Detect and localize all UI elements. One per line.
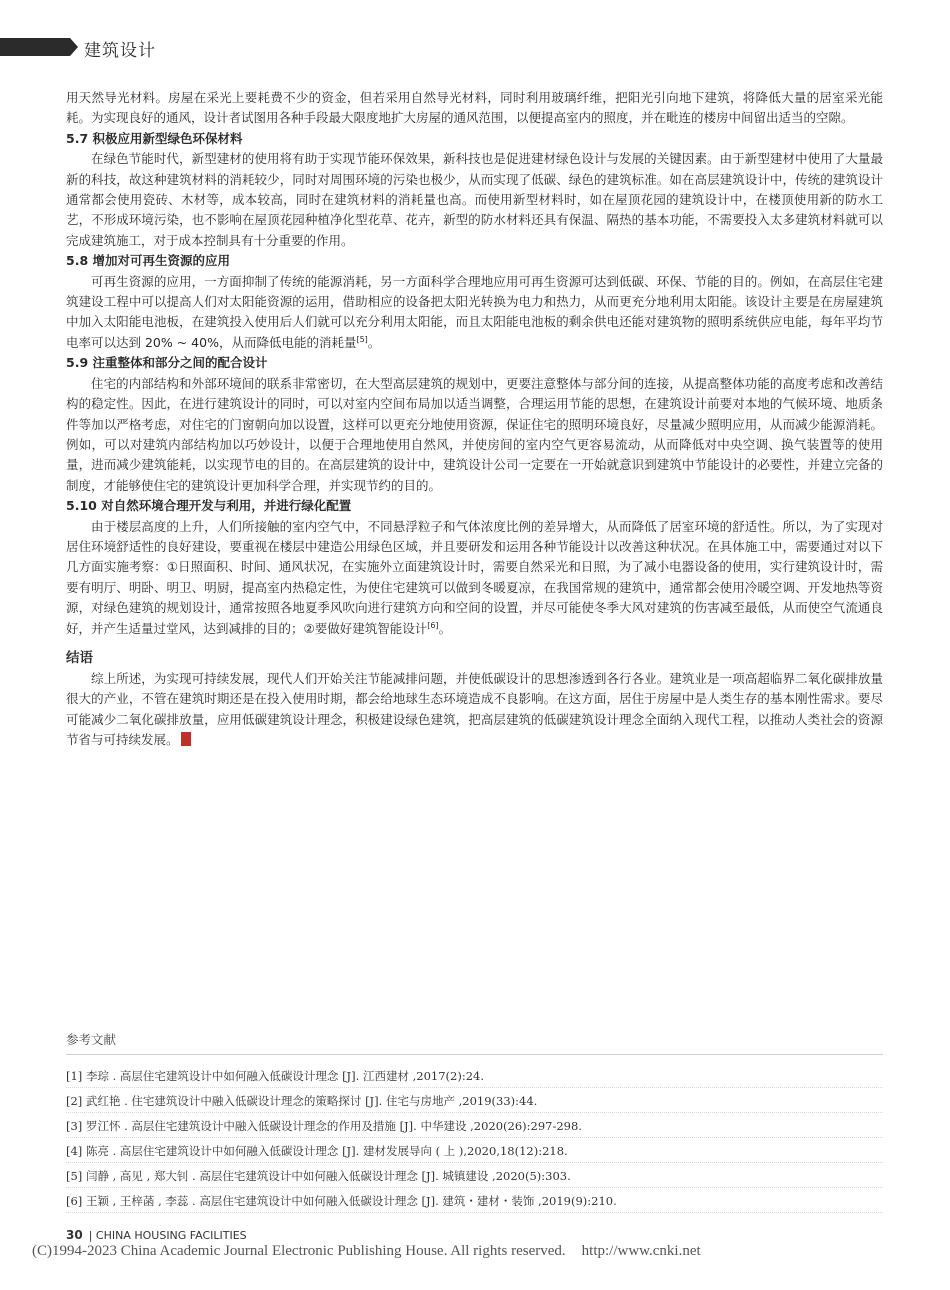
paragraph-5-7: 在绿色节能时代，新型建材的使用将有助于实现节能环保效果，新科技也是促进建材绿色设计与发展的关键因素。由于新型建材中使用了大量最新的科技，故这种建筑材料的消耗较少，同时对周围环境的污染也极少，从而实现了低碳、绿色的建筑标准。如在高层建筑设计中，传统的建筑设计通常都会使用瓷砖、木材等，成本较高，同时在建筑材料的消耗量也高。而使用新型材料时，如在屋顶花园的建筑设计中，在楼顶使用新的防水工艺，不形成环境污染，也不影响在屋顶花园种植净化型花草、花卉，新型的防水材料还具有保温、隔热的基本功能，不需要投入太多建筑材料就可以完成建筑施工，对于成本控制具有十分重要的作用。 bbox=[66, 151, 883, 248]
section-header-title: 建筑设计 bbox=[84, 41, 156, 61]
journal-name: | CHINA HOUSING FACILITIES bbox=[88, 1229, 247, 1242]
page-footer bbox=[66, 1228, 247, 1242]
heading-5-10: 5.10 对自然环境合理开发与利用，并进行绿化配置 bbox=[66, 498, 352, 514]
reference-item: [1] 李琮 . 高层住宅建筑设计中如何融入低碳设计理念 [J]. 江西建材 ,2017(2):24. bbox=[66, 1065, 883, 1088]
heading-5-9: 5.9 注重整体和部分之间的配合设计 bbox=[66, 355, 268, 371]
article-body bbox=[66, 88, 883, 751]
references-section bbox=[66, 1030, 883, 1215]
heading-5-8: 5.8 增加对可再生资源的应用 bbox=[66, 253, 230, 269]
reference-item: [6] 王颖 , 王梓菡 , 李蕊 . 高层住宅建筑设计中如何融入低碳设计理念 [J]. 建筑・建材・装饰 ,2019(9):210. bbox=[66, 1190, 883, 1213]
copyright-text: (C)1994-2023 China Academic Journal Electronic Publishing House. All rights reserved. bbox=[32, 1243, 566, 1259]
paragraph-5-8 bbox=[66, 272, 883, 354]
reference-item: [5] 闫静 , 高见 , 郑大钊 . 高层住宅建筑设计中如何融入低碳设计理念 [J]. 城镇建设 ,2020(5):303. bbox=[66, 1165, 883, 1188]
paragraph-conclusion bbox=[66, 669, 883, 751]
end-of-article-icon bbox=[181, 732, 191, 746]
heading-conclusion: 结语 bbox=[66, 649, 93, 666]
citation-5[interactable]: [5] bbox=[356, 334, 368, 344]
reference-item: [2] 武红艳 . 住宅建筑设计中融入低碳设计理念的策略探讨 [J]. 住宅与房地产 ,2019(33):44. bbox=[66, 1090, 883, 1113]
references-divider bbox=[66, 1054, 883, 1055]
reference-item: [3] 罗江怀 . 高层住宅建筑设计中融入低碳设计理念的作用及措施 [J]. 中华建设 ,2020(26):297-298. bbox=[66, 1115, 883, 1138]
references-title: 参考文献 bbox=[66, 1032, 117, 1047]
paragraph-5-10 bbox=[66, 517, 883, 639]
header-bar bbox=[0, 38, 70, 56]
page-number: 30 bbox=[66, 1228, 83, 1242]
paragraph-5-9: 住宅的内部结构和外部环境间的联系非常密切，在大型高层建筑的规划中，更要注意整体与部分间的连接，从提高整体功能的高度考虑和改善结构的稳定性。因此，在进行建筑设计的同时，可以对室内空间布局加以适当调整，合理运用节能的思想，在建筑设计前要对本地的气候环境、地质条件等加以严格考虑，对住宅的门窗朝向加以设置，这样可以更充分地使用资源，保证住宅的照明环境良好，尽量减少照明应用，从而减少能源消耗。例如，可以对建筑内部结构加以巧妙设计，以便于合理地使用自然风，并使房间的室内空气更容易流动，从而降低对中央空调、换气装置等的使用量，进而减少建筑能耗，以实现节电的目的。在高层建筑的设计中，建筑设计公司一定要在一开始就意识到建筑中节能设计的必要性，并建立完备的制度，才能够使住宅的建筑设计更加科学合理，并实现节约的目的。 bbox=[66, 375, 883, 493]
paragraph-intro: 用天然导光材料。房屋在采光上要耗费不少的资金，但若采用自然导光材料，同时利用玻璃纤维，把阳光引向地下建筑，将降低大量的居室采光能耗。为实现良好的通风，设计者试图用各种手段最大限度地扩大房屋的通风范围，以便提高室内的照度，并在毗连的楼房中间留出适当的空隙。 bbox=[66, 90, 883, 126]
paragraph-conclusion-text: 综上所述，为实现可持续发展，现代人们开始关注节能减排问题，并使低碳设计的思想渗透到各行各业。建筑业是一项高超临界二氧化碳排放量很大的产业，不管在建筑时期还是在投入使用时期，都会给地球生态环境造成不良影响。在这方面，居住于房屋中是人类生存的基本刚性需求。要尽可能减少二氧化碳排放量，应用低碳建筑设计理念，积极建设绿色建筑，把高层建筑的低碳建筑设计理念全面纳入现代工程，以推动人类社会的资源节省与可持续发展。 bbox=[66, 670, 883, 748]
paragraph-5-8-end: 。 bbox=[367, 334, 381, 350]
reference-item: [4] 陈亮 . 高层住宅建筑设计中如何融入低碳设计理念 [J]. 建材发展导向 ( 上 ),2020,18(12):218. bbox=[66, 1140, 883, 1163]
citation-6[interactable]: [6] bbox=[427, 620, 439, 630]
cnki-link[interactable]: http://www.cnki.net bbox=[581, 1243, 701, 1259]
paragraph-5-10-end: 。 bbox=[438, 620, 452, 636]
copyright-notice bbox=[32, 1243, 701, 1260]
paragraph-5-8-text: 可再生资源的应用，一方面抑制了传统的能源消耗，另一方面科学合理地应用可再生资源可达到低碳、环保、节能的目的。例如，在高层住宅建筑建设工程中可以提高人们对太阳能资源的运用，借助相应的设备把太阳光转换为电力和热力，从而更充分地利用太阳能。该设计主要是在房屋建筑中加入太阳能电池板，在建筑投入使用后人们就可以充分利用太阳能，而且太阳能电池板的剩余供电还能对建筑物的照明系统供应电能，每年平均节电率可以达到 20% ~ 40%，从而降低电能的消耗量 bbox=[66, 273, 883, 350]
heading-5-7: 5.7 积极应用新型绿色环保材料 bbox=[66, 130, 243, 146]
header-arrow-icon bbox=[70, 38, 78, 56]
paragraph-5-10-text: 由于楼层高度的上升，人们所接触的室内空气中，不同悬浮粒子和气体浓度比例的差异增大，从而降低了居室环境的舒适性。所以，为了实现对居住环境舒适性的良好建设，要重视在楼层中建造公用绿色区域，并且要研发和运用各种节能设计以改善这种状况。在具体施工中，需要通过对以下几方面实施考察：①日照面积、时间、通风状况，在实施外立面建筑设计时，需要自然采光和日照，为了减小电器设备的使用，实行建筑设计时，需要有明厅、明卧、明卫、明厨，提高室内热稳定性，为使住宅建筑可以做到冬暖夏凉，在我国常规的建筑中，通常都会使用冷暖空调、开发地热等资源，对绿色建筑的规划设计，通常按照各地夏季风吹向进行建筑方向和空间的设置，并尽可能使冬季大风对建筑的伤害减至最低，从而使空气流通良好，并产生适量过堂风，达到减排的目的；②要做好建筑智能设计 bbox=[66, 518, 883, 636]
